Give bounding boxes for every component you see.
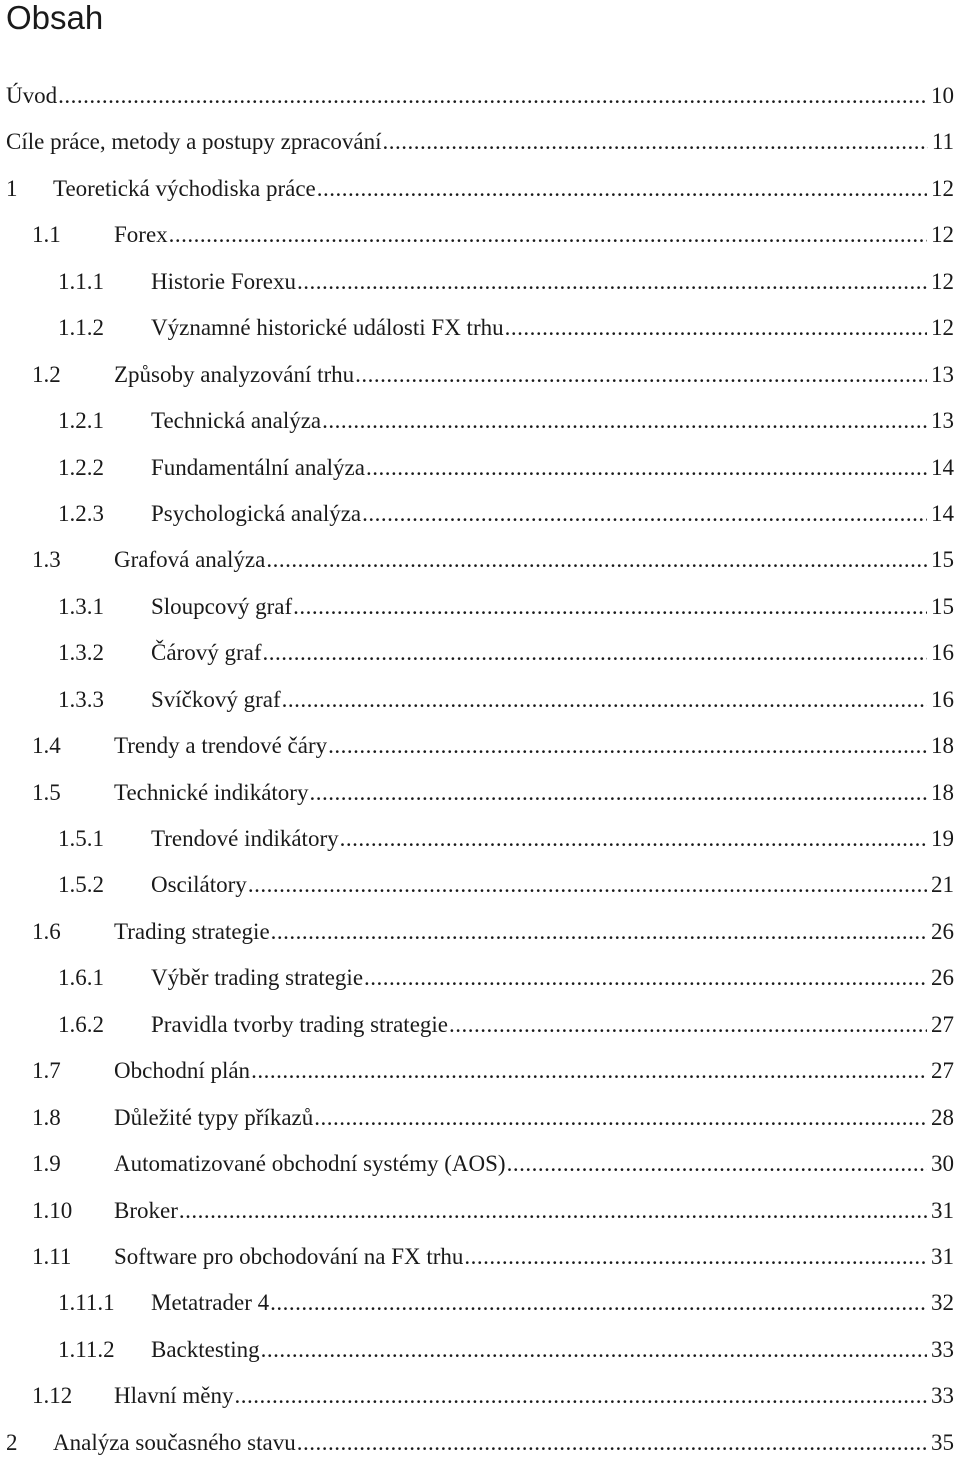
- dot-leader: [328, 723, 927, 769]
- toc-entry-number: 1.8: [32, 1104, 61, 1130]
- toc-entry[interactable]: [0, 816, 960, 862]
- toc-entry-row: [58, 955, 954, 1001]
- toc-entry-row: [6, 119, 954, 165]
- toc-entry-row: [32, 1095, 954, 1141]
- toc-entry-title: Psychologická analýza: [151, 500, 362, 526]
- toc-entry-row: [58, 445, 954, 491]
- toc-entry-number: 1.6.1: [58, 965, 104, 991]
- toc-entry-row: [58, 862, 954, 908]
- toc-entry-title: Svíčkový graf: [151, 686, 281, 712]
- toc-entry-number: 1.11: [32, 1243, 72, 1269]
- toc-entry[interactable]: [0, 1141, 960, 1187]
- toc-entry[interactable]: [0, 1373, 960, 1419]
- toc-entry-page-number: 27: [931, 1058, 954, 1084]
- toc-entry-title: Technická analýza: [151, 408, 322, 434]
- toc-entry-title: Automatizované obchodní systémy (AOS): [114, 1151, 506, 1177]
- toc-entry-title: Software pro obchodování na FX trhu: [114, 1243, 464, 1269]
- dot-leader: [297, 259, 927, 305]
- toc-entry-row: [58, 259, 954, 305]
- toc-entry-title: Cíle práce, metody a postupy zpracování: [6, 129, 382, 155]
- toc-entry[interactable]: [0, 119, 960, 165]
- toc-entry[interactable]: [0, 955, 960, 1001]
- toc-entry[interactable]: [0, 352, 960, 398]
- dot-leader: [179, 1188, 927, 1234]
- toc-entry-title: Fundamentální analýza: [151, 454, 365, 480]
- toc-entry-row: [58, 305, 954, 351]
- toc-entry-number: 1.5: [32, 779, 61, 805]
- toc-entry-row: [32, 1048, 954, 1094]
- toc-entry-number: 1.10: [32, 1197, 73, 1223]
- dot-leader: [251, 1048, 927, 1094]
- dot-leader: [505, 305, 927, 351]
- toc-entry[interactable]: [0, 584, 960, 630]
- toc-entry[interactable]: [0, 1234, 960, 1280]
- toc-entry-page-number: 14: [931, 500, 954, 526]
- toc-entry-number: 1.2.1: [58, 408, 104, 434]
- toc-entry-title: Hlavní měny: [114, 1383, 234, 1409]
- toc-entry[interactable]: [0, 398, 960, 444]
- dot-leader: [355, 352, 927, 398]
- toc-entry-title: Oscilátory: [151, 872, 247, 898]
- toc-entry-page-number: 12: [931, 222, 954, 248]
- toc-entry-row: [32, 909, 954, 955]
- dot-leader: [263, 630, 928, 676]
- toc-entry[interactable]: [0, 491, 960, 537]
- toc-entry-number: 1.3.1: [58, 593, 104, 619]
- dot-leader: [309, 770, 927, 816]
- dot-leader: [270, 1280, 927, 1326]
- toc-entry-row: [6, 166, 954, 212]
- dot-leader: [282, 677, 927, 723]
- toc-entry-title: Obchodní plán: [114, 1058, 251, 1084]
- toc-entry-number: 1.1.1: [58, 268, 104, 294]
- toc-entry-row: [58, 398, 954, 444]
- toc-entry-number: 1.11.2: [58, 1336, 115, 1362]
- toc-entry[interactable]: [0, 1188, 960, 1234]
- dot-leader: [261, 1327, 927, 1373]
- dot-leader: [383, 119, 928, 165]
- toc-entry[interactable]: [0, 445, 960, 491]
- toc-entry-number: 1.9: [32, 1151, 61, 1177]
- toc-entry-page-number: 26: [931, 918, 954, 944]
- toc-entry-row: [58, 1002, 954, 1048]
- toc-entry-number: 1.3.2: [58, 640, 104, 666]
- toc-entry-page-number: 26: [931, 965, 954, 991]
- toc-entry[interactable]: [0, 630, 960, 676]
- toc-entry-page-number: 18: [931, 733, 954, 759]
- toc-entry-number: 1: [6, 175, 18, 201]
- toc-entry-number: 1.3.3: [58, 686, 104, 712]
- toc-entry-title: Trendové indikátory: [151, 826, 339, 851]
- toc-entry[interactable]: [0, 1420, 960, 1466]
- dot-leader: [169, 212, 927, 258]
- toc-entry-row: [58, 1327, 954, 1373]
- toc-entry-row: [32, 770, 954, 816]
- toc-entry-page-number: 35: [931, 1429, 954, 1455]
- toc-entry-number: 1.3: [32, 547, 61, 573]
- toc-entry-title: Broker: [114, 1197, 178, 1223]
- dot-leader: [314, 1095, 927, 1141]
- toc-entry-page-number: 31: [931, 1197, 954, 1223]
- toc-entry-page-number: 31: [931, 1243, 954, 1269]
- toc-entry-page-number: 33: [931, 1336, 954, 1362]
- toc-entry-title: Grafová analýza: [114, 547, 266, 573]
- dot-leader: [364, 955, 927, 1001]
- toc-entry-row: [58, 1280, 954, 1326]
- toc-entry-page-number: 18: [931, 779, 954, 805]
- dot-leader: [362, 491, 927, 537]
- dot-leader: [266, 537, 927, 583]
- toc-entry-page-number: 12: [931, 268, 954, 294]
- toc-entry-page-number: 13: [931, 408, 954, 434]
- toc-entry-row: [32, 352, 954, 398]
- toc-entry-page-number: 15: [931, 547, 954, 573]
- toc-entry-row: [32, 723, 954, 769]
- toc-entry-row: [58, 491, 954, 537]
- toc-entry-number: 1.11.1: [58, 1290, 115, 1316]
- toc-entry-title: Významné historické události FX trhu: [151, 315, 504, 341]
- toc-entry-page-number: 32: [931, 1290, 954, 1316]
- toc-entry-page-number: 12: [931, 315, 954, 341]
- toc-entry-title: Čárový graf: [151, 640, 262, 666]
- toc-entry-row: [58, 630, 954, 676]
- toc-entry[interactable]: [0, 537, 960, 583]
- toc-entry-number: 1.1: [32, 222, 61, 248]
- toc-entry-row: [32, 1188, 954, 1234]
- dot-leader: [293, 584, 927, 630]
- toc-entry-page-number: 28: [931, 1104, 954, 1130]
- toc-entry-title: Úvod: [6, 83, 58, 108]
- toc-entry-title: Teoretická východiska práce: [53, 175, 316, 201]
- dot-leader: [507, 1141, 927, 1187]
- toc-entry[interactable]: [0, 909, 960, 955]
- toc-entry-number: 1.5.1: [58, 826, 104, 851]
- toc-entry[interactable]: [0, 259, 960, 305]
- toc-entry-page-number: 19: [931, 826, 954, 851]
- toc-entry-title: Trendy a trendové čáry: [114, 733, 328, 759]
- dot-leader: [248, 862, 927, 908]
- toc-entry-title: Pravidla tvorby trading strategie: [151, 1011, 449, 1037]
- toc-entry-page-number: 30: [931, 1151, 954, 1177]
- dot-leader: [449, 1002, 927, 1048]
- toc-entry-number: 1.4: [32, 733, 61, 759]
- toc-entry[interactable]: [0, 770, 960, 816]
- toc-entry[interactable]: [0, 1095, 960, 1141]
- toc-entry-row: [32, 1141, 954, 1187]
- toc-entry[interactable]: [0, 305, 960, 351]
- toc-entry[interactable]: [0, 73, 960, 119]
- toc-entry-row: [32, 1234, 954, 1280]
- dot-leader: [234, 1373, 927, 1419]
- toc-entry-number: 1.1.2: [58, 315, 104, 341]
- toc-entry-title: Technické indikátory: [114, 779, 309, 805]
- toc-entry-title: Analýza současného stavu: [53, 1429, 296, 1455]
- toc-entry-title: Metatrader 4: [151, 1290, 270, 1316]
- toc-entry-number: 1.2: [32, 361, 61, 387]
- toc-entry[interactable]: [0, 723, 960, 769]
- toc-entry-title: Backtesting: [151, 1336, 260, 1362]
- toc-entry[interactable]: [0, 1327, 960, 1373]
- toc-entry-title: Trading strategie: [114, 918, 270, 944]
- toc-entry-page-number: 16: [931, 686, 954, 712]
- toc-entry[interactable]: [0, 212, 960, 258]
- toc-entry-number: 2: [6, 1429, 18, 1455]
- table-of-contents: [0, 73, 960, 1466]
- toc-entry-page-number: 11: [931, 129, 954, 155]
- toc-entry-page-number: 12: [931, 175, 954, 201]
- toc-entry-page-number: 13: [931, 361, 954, 387]
- toc-entry-row: [32, 212, 954, 258]
- toc-entry-title: Způsoby analyzování trhu: [114, 361, 355, 387]
- toc-entry[interactable]: [0, 677, 960, 723]
- dot-leader: [271, 909, 927, 955]
- dot-leader: [366, 445, 927, 491]
- toc-entry-title: Sloupcový graf: [151, 593, 293, 619]
- toc-entry-page-number: 14: [931, 454, 954, 480]
- toc-entry-title: Důležité typy příkazů: [114, 1104, 314, 1130]
- toc-entry-row: [32, 537, 954, 583]
- toc-entry[interactable]: [0, 166, 960, 212]
- toc-entry-row: [58, 816, 954, 862]
- toc-entry-title: Historie Forexu: [151, 268, 297, 294]
- toc-entry-row: [32, 1373, 954, 1419]
- dot-leader: [322, 398, 927, 444]
- toc-entry-number: 1.6.2: [58, 1011, 104, 1037]
- toc-entry-row: [6, 73, 954, 119]
- toc-entry-title: Forex: [114, 222, 168, 248]
- toc-entry[interactable]: [0, 1280, 960, 1326]
- toc-entry[interactable]: [0, 1048, 960, 1094]
- toc-entry-page-number: 16: [931, 640, 954, 666]
- dot-leader: [464, 1234, 927, 1280]
- toc-entry-number: 1.2.2: [58, 454, 104, 480]
- toc-entry-row: [58, 584, 954, 630]
- toc-entry-page-number: 27: [931, 1011, 954, 1037]
- dot-leader: [58, 73, 927, 119]
- toc-entry[interactable]: [0, 1002, 960, 1048]
- toc-entry-number: 1.2.3: [58, 500, 104, 526]
- toc-entry-number: 1.6: [32, 918, 61, 944]
- toc-entry-number: 1.5.2: [58, 872, 104, 898]
- dot-leader: [340, 816, 927, 862]
- toc-entry-row: [58, 677, 954, 723]
- toc-entry-number: 1.12: [32, 1383, 73, 1409]
- page-title: Obsah: [6, 0, 104, 36]
- toc-entry-number: 1.7: [32, 1058, 61, 1084]
- toc-entry-page-number: 10: [931, 83, 954, 108]
- toc-entry-title: Výběr trading strategie: [151, 965, 364, 991]
- toc-entry[interactable]: [0, 862, 960, 908]
- dot-leader: [317, 166, 927, 212]
- toc-entry-page-number: 21: [931, 872, 954, 898]
- toc-entry-page-number: 33: [931, 1383, 954, 1409]
- toc-entry-page-number: 15: [931, 593, 954, 619]
